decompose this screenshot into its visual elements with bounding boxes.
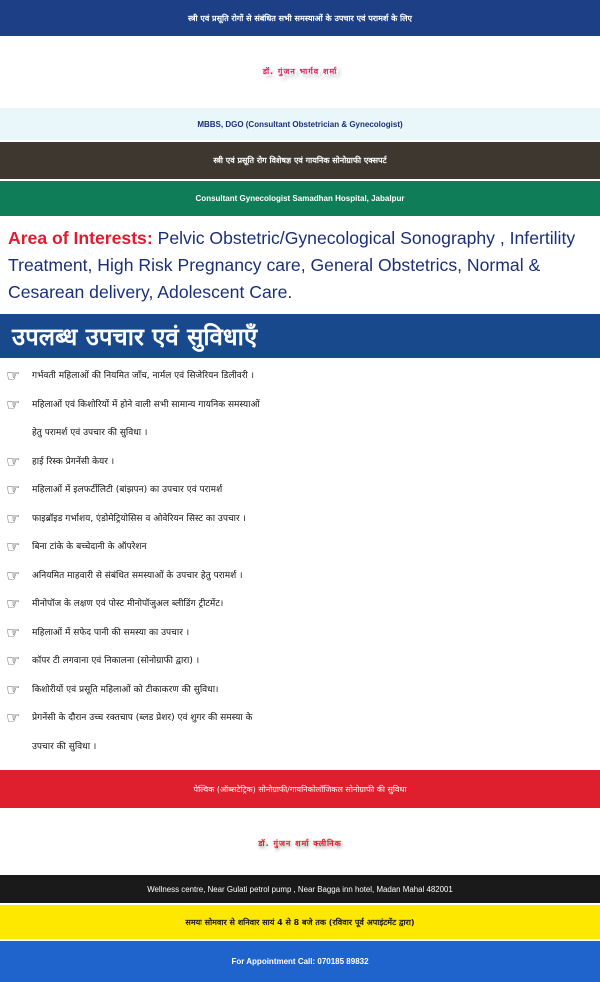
pointing-hand-icon: ☞ [6, 508, 21, 528]
service-text: हाई रिस्क प्रेगनेंसी केयर । [32, 456, 115, 467]
service-item [0, 362, 600, 391]
clinic-name: डॉ. गुंजन शर्मा क्लीनिक [258, 838, 342, 848]
service-text: कॉपर टी लगवाना एवं निकालना (सोनोग्राफी द्वारा) । [32, 656, 200, 666]
interests-label: Area of Interests: [8, 228, 153, 248]
service-item [0, 562, 600, 591]
services-list [0, 362, 600, 761]
pointing-hand-icon: ☞ [6, 394, 21, 414]
doctor-name: डॉ. गुंजन भार्गव शर्मा [262, 66, 338, 76]
pointing-hand-icon: ☞ [6, 537, 21, 556]
service-text: उपचार की सुविधा । [32, 741, 97, 752]
service-item [0, 448, 600, 477]
service-text: महिलाओं में इलफर्टीलिटी (बांझपन) का उपचार एवं परामर्श [32, 485, 223, 495]
sonography-bar: पेल्विक (ऑब्सटेट्रिक) सोनोग्राफी/गायनिकोलॉजिकल सोनोग्राफी की सुविधा [0, 770, 600, 808]
service-item [0, 704, 600, 733]
pointing-hand-icon: ☞ [6, 565, 21, 585]
service-item-continuation [0, 733, 600, 762]
service-item [0, 505, 600, 534]
pointing-hand-icon: ☞ [6, 594, 21, 613]
hospital-affiliation: Consultant Gynecologist Samadhan Hospital, Jabalpur [0, 181, 600, 216]
service-text: फाइब्रॉइड गर्भाशय, एंडोमेट्रियोसिस व ओवेरियन सिस्ट का उपचार । [32, 513, 246, 524]
specialization-hindi: स्त्री एवं प्रसूति रोग विशेषज्ञ एवं गायनिक सोनोग्राफी एक्सपर्ट [0, 142, 600, 179]
service-item [0, 533, 600, 562]
appointment-phone: For Appointment Call: 070185 89832 [0, 941, 600, 982]
service-item [0, 619, 600, 648]
pointing-hand-icon: ☞ [6, 622, 21, 642]
pointing-hand-icon: ☞ [6, 708, 21, 727]
service-item [0, 476, 600, 505]
interests-text: Pelvic Obstetric/Gynecological Sonography , Infertility Treatment, High Risk Pregnancy care, General Obstetrics, Normal & Cesarean delivery, Adolescent Care. [8, 228, 576, 302]
services-heading: उपलब्ध उपचार एवं सुविधाएँ [0, 314, 600, 358]
service-text: हेतु परामर्श एवं उपचार की सुविधा । [32, 428, 148, 438]
service-text: बिना टांके के बच्चेदानी के ऑपरेशन [32, 542, 147, 552]
service-text: महिलाओं में सफेद पानी की समस्या का उपचार । [32, 627, 190, 638]
pointing-hand-icon: ☞ [6, 679, 21, 699]
service-item [0, 590, 600, 619]
service-text: मीनोपॉज के लक्षण एवं पोस्ट मीनोपॉजुअल ब्लीडिंग ट्रीटमेंट। [32, 599, 224, 609]
service-item-continuation [0, 419, 600, 448]
areas-of-interest [8, 225, 596, 306]
service-text: किशोरीयों एवं प्रसूति महिलाओं को टीकाकरण की सुविधा। [32, 684, 219, 695]
qualifications: MBBS, DGO (Consultant Obstetrician & Gynecologist) [0, 108, 600, 140]
clinic-timing: समयः सोमवार से शनिवार सायं 4 से 8 बजे तक (रविवार पूर्व अपाइंटमेंट द्वारा) [0, 905, 600, 939]
service-item [0, 647, 600, 676]
pointing-hand-icon: ☞ [6, 366, 21, 385]
service-item [0, 391, 600, 420]
pointing-hand-icon: ☞ [6, 480, 21, 499]
clinic-address: Wellness centre, Near Gulati petrol pump , Near Bagga inn hotel, Madan Mahal 482001 [0, 875, 600, 903]
pointing-hand-icon: ☞ [6, 451, 21, 471]
service-item [0, 676, 600, 705]
pointing-hand-icon: ☞ [6, 651, 21, 670]
service-text: गर्भवती महिलाओं की नियमित जाँच, नार्मल एवं सिजेरियन डिलीवरी । [32, 371, 255, 381]
top-banner: स्त्री एवं प्रसूति रोगों से संबंधित सभी समस्याओं के उपचार एवं परामर्श के लिए [0, 0, 600, 36]
service-text: महिलाओं एवं किशोरियों में होने वाली सभी सामान्य गायनिक समस्याओं [32, 399, 260, 410]
service-text: अनियमित माहवारी से संबंधित समस्याओं के उपचार हेतु परामर्श । [32, 570, 243, 581]
service-text: प्रेगनेंसी के दौरान उच्च रक्तचाप (ब्लड प्रेशर) एवं शुगर की समस्या के [32, 713, 253, 723]
